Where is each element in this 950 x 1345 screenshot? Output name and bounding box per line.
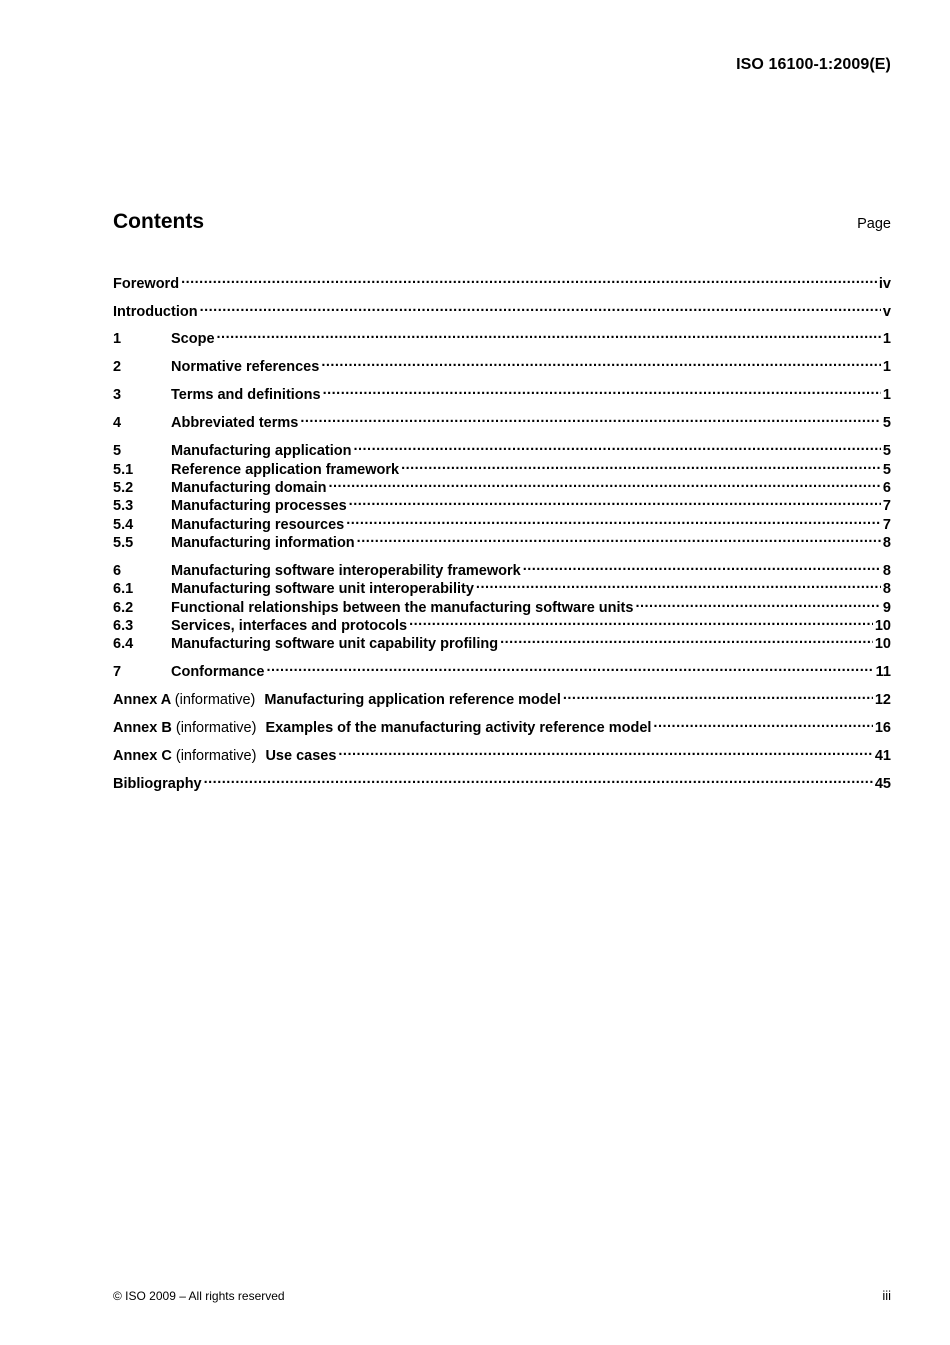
toc-entry-page: iv (878, 276, 891, 292)
toc-entry-page: 45 (874, 776, 891, 792)
toc-dot-leader (266, 658, 873, 676)
toc-dot-leader (181, 270, 877, 288)
contents-heading: Contents (113, 210, 204, 233)
toc-entry-number: 1 (113, 331, 122, 347)
toc-dot-leader (357, 529, 881, 547)
toc-dot-leader (321, 353, 881, 371)
toc-annex-label (113, 719, 256, 737)
toc-dot-leader (353, 437, 880, 455)
toc-entry-number: 6.2 (113, 600, 134, 616)
toc-entry-title: Manufacturing application (171, 443, 352, 459)
toc-entry[interactable] (113, 270, 891, 292)
toc-entry-number: 5.5 (113, 535, 134, 551)
toc-entry[interactable] (113, 594, 891, 616)
toc-entry-page: 11 (875, 664, 891, 680)
toc-entry-title: Manufacturing software interoperability framework (171, 563, 521, 579)
toc-entry-number: 5 (113, 443, 122, 459)
toc-annex-type: (informative) (175, 748, 257, 764)
toc-entry-page: 16 (874, 720, 891, 736)
toc-dot-leader (200, 298, 881, 316)
toc-entry[interactable] (113, 353, 891, 375)
toc-entry[interactable] (113, 298, 891, 320)
toc-entry-title: Bibliography (113, 776, 202, 792)
toc-entry[interactable] (113, 474, 891, 496)
toc-entry-page: 10 (874, 618, 891, 634)
toc-entry-page: 6 (882, 480, 891, 496)
toc-entry[interactable] (113, 492, 891, 514)
toc-entry-page: 8 (882, 535, 891, 551)
toc-entry-number: 5.3 (113, 498, 134, 514)
toc-dot-leader (409, 612, 873, 630)
toc-entry-page: 8 (882, 581, 891, 597)
toc-entry-page: 12 (874, 692, 891, 708)
toc-entry[interactable] (113, 658, 891, 680)
toc-annex-type: (informative) (175, 720, 257, 736)
toc-entry-title: Conformance (171, 664, 265, 680)
toc-entry[interactable] (113, 381, 891, 403)
toc-dot-leader (349, 492, 881, 510)
toc-dot-leader (346, 511, 881, 529)
toc-entry-page: 1 (882, 387, 891, 403)
toc-entry-title: Terms and definitions (171, 387, 321, 403)
toc-entry-page: 5 (882, 415, 891, 431)
toc-entry[interactable] (113, 686, 891, 708)
toc-entry[interactable] (113, 770, 891, 792)
toc-entry-title: Manufacturing software unit interoperability (171, 581, 474, 597)
toc-dot-leader (476, 575, 881, 593)
toc-entry-page: 1 (882, 359, 891, 375)
toc-entry-page: 9 (882, 600, 891, 616)
toc-entry[interactable] (113, 409, 891, 431)
toc-dot-leader (338, 742, 872, 760)
toc-entry-number: 3 (113, 387, 122, 403)
toc-dot-leader (635, 594, 880, 612)
toc-entry[interactable] (113, 529, 891, 551)
toc-entry-number: 4 (113, 415, 122, 431)
toc-entry-number: 6.3 (113, 618, 134, 634)
toc-entry-title: Functional relationships between the manufacturing software units (171, 600, 634, 616)
toc-entry-page: 7 (882, 517, 891, 533)
toc-dot-leader (204, 770, 873, 788)
toc-entry-title: Manufacturing domain (171, 480, 327, 496)
toc-dot-leader (300, 409, 881, 427)
toc-entry-number: 5.1 (113, 462, 134, 478)
toc-dot-leader (328, 474, 880, 492)
toc-entry-title: Manufacturing resources (171, 517, 345, 533)
toc-entry[interactable] (113, 714, 891, 736)
toc-entry[interactable] (113, 742, 891, 764)
toc-dot-leader (563, 686, 873, 704)
toc-entry-page: 41 (874, 748, 891, 764)
toc-entry-page: 1 (882, 331, 891, 347)
toc-entry[interactable] (113, 325, 891, 347)
toc-entry[interactable] (113, 575, 891, 597)
toc-annex-id: Annex B (113, 720, 172, 736)
toc-dot-leader (653, 714, 872, 732)
toc-entry-title: Manufacturing software unit capability profiling (171, 636, 499, 652)
toc-annex-label (113, 691, 255, 709)
toc-entry-number: 7 (113, 664, 122, 680)
toc-entry-number: 2 (113, 359, 122, 375)
toc-annex-type: (informative) (174, 692, 256, 708)
toc-entry-number: 6 (113, 563, 122, 579)
toc-entry[interactable] (113, 612, 891, 634)
toc-entry[interactable] (113, 557, 891, 579)
toc-annex-label (113, 747, 256, 765)
toc-entry-title: Use cases (265, 748, 337, 764)
toc-entry-number: 6.1 (113, 581, 134, 597)
toc-entry-title: Services, interfaces and protocols (171, 618, 408, 634)
toc-entry-page: v (882, 304, 891, 320)
toc-entry-title: Examples of the manufacturing activity reference model (265, 720, 652, 736)
toc-entry-number: 6.4 (113, 636, 134, 652)
toc-entry-title: Reference application framework (171, 462, 400, 478)
document-id: ISO 16100-1:2009(E) (736, 56, 891, 73)
toc-entry[interactable] (113, 456, 891, 478)
toc-entry-title: Abbreviated terms (171, 415, 299, 431)
toc-entry[interactable] (113, 437, 891, 459)
toc-annex-id: Annex C (113, 748, 172, 764)
toc-entry-title: Scope (171, 331, 215, 347)
toc-dot-leader (500, 630, 873, 648)
toc-dot-leader (217, 325, 881, 343)
toc-dot-leader (401, 456, 881, 474)
toc-entry-page: 7 (882, 498, 891, 514)
toc-entry-page: 5 (882, 443, 891, 459)
toc-entry-number: 5.4 (113, 517, 134, 533)
toc-entry-title: Introduction (113, 304, 198, 320)
footer-page-number: iii (882, 1288, 891, 1303)
toc-entry-title: Manufacturing processes (171, 498, 347, 514)
toc-entry-title: Manufacturing application reference model (264, 692, 561, 708)
toc-entry-page: 5 (882, 462, 891, 478)
page-column-label: Page (857, 216, 891, 232)
footer-copyright: © ISO 2009 – All rights reserved (113, 1289, 285, 1303)
toc-annex-id: Annex A (113, 692, 171, 708)
toc-dot-leader (523, 557, 881, 575)
toc-entry-page: 8 (882, 563, 891, 579)
toc-entry-title: Manufacturing information (171, 535, 355, 551)
toc-entry-page: 10 (874, 636, 891, 652)
toc-dot-leader (323, 381, 881, 399)
toc-entry-number: 5.2 (113, 480, 134, 496)
toc-entry-title: Foreword (113, 276, 180, 292)
toc-entry[interactable] (113, 511, 891, 533)
toc-entry-title: Normative references (171, 359, 320, 375)
toc-entry[interactable] (113, 630, 891, 652)
